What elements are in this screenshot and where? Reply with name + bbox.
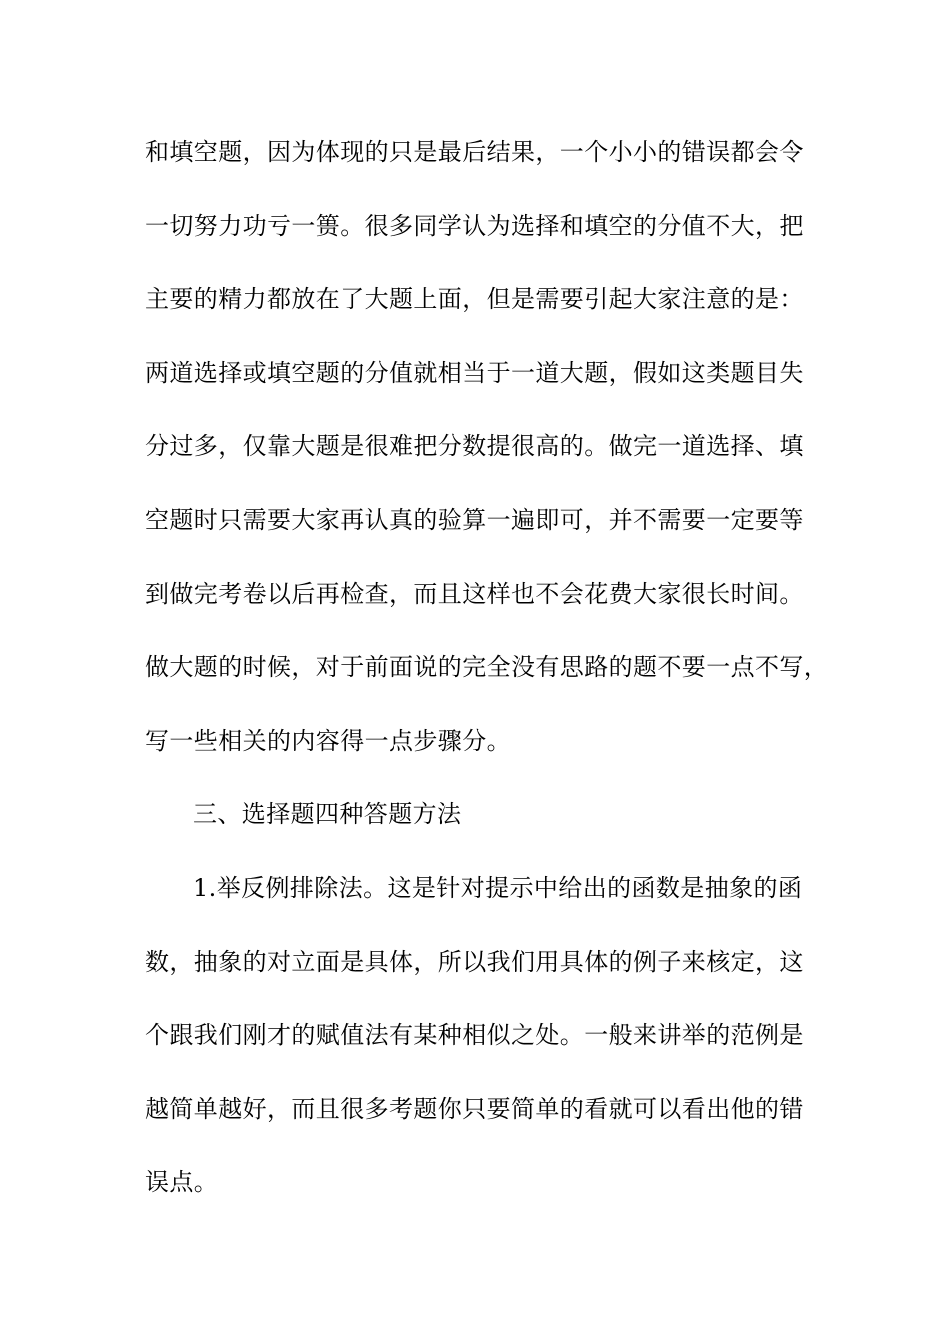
text-line: 两道选择或填空题的分值就相当于一道大题，假如这类题目失: [145, 358, 804, 387]
text-line: 做大题的时候，对于前面说的完全没有思路的题不要一点不写，: [145, 653, 829, 682]
text-line: 数，抽象的对立面是具体，所以我们用具体的例子来核定，这: [145, 947, 804, 976]
text-line: 空题时只需要大家再认真的验算一遍即可，并不需要一定要等: [145, 505, 804, 534]
section-heading: 三、选择题四种答题方法: [193, 800, 462, 829]
text-line: 1.举反例排除法。这是针对提示中给出的函数是抽象的函: [193, 873, 803, 902]
text-line: 一切努力功亏一篑。很多同学认为选择和填空的分值不大，把: [145, 211, 804, 240]
text-line: 和填空题，因为体现的只是最后结果，一个小小的错误都会令: [145, 138, 804, 166]
text-line: 写一些相关的内容得一点步骤分。: [145, 726, 511, 755]
text-line: 个跟我们刚才的赋值法有某种相似之处。一般来讲举的范例是: [145, 1021, 804, 1050]
text-line: 分过多，仅靠大题是很难把分数提很高的。做完一道选择、填: [145, 432, 804, 461]
text-line: 误点。: [145, 1168, 219, 1197]
text-line: 越简单越好，而且很多考题你只要简单的看就可以看出他的错: [145, 1094, 804, 1123]
text-line: 到做完考卷以后再检查，而且这样也不会花费大家很长时间。: [145, 579, 804, 608]
text-line: 主要的精力都放在了大题上面，但是需要引起大家注意的是：: [145, 285, 804, 314]
document-body: [145, 124, 829, 1228]
